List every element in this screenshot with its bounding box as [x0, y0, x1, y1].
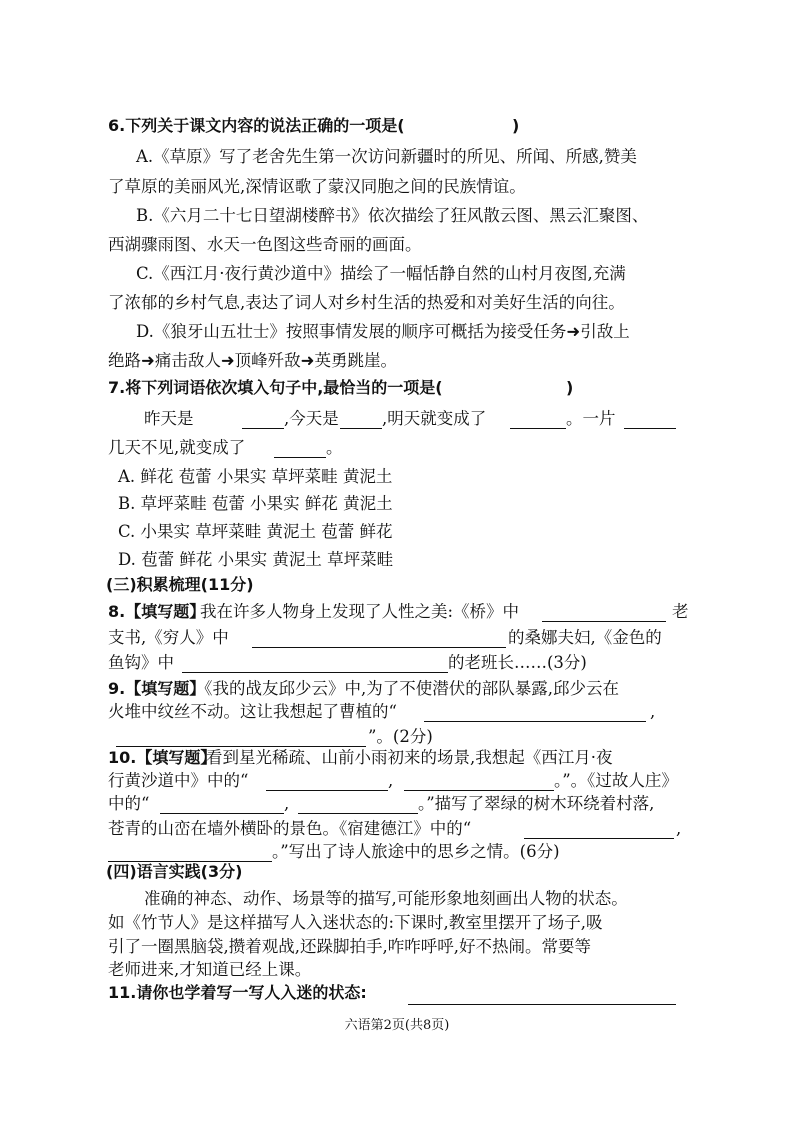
- q9-line1: 《我的战友邱少云》中,为了不使潜伏的部队暴露,邱少云在: [196, 679, 619, 698]
- q10-line5: 。”写出了诗人旅途中的思乡之情。(6分): [272, 842, 560, 861]
- q9-line2-text: 火堆中纹丝不动。这让我想起了曹植的“: [108, 702, 397, 721]
- q7-blank-5[interactable]: [274, 437, 326, 458]
- q10-line3-text: 中的“: [108, 794, 150, 813]
- q10-blank-3[interactable]: [160, 793, 284, 814]
- q7-sentence-part6: 。: [326, 438, 343, 457]
- q7-sentence-part2: ,今天是: [284, 409, 339, 428]
- q10-blank-4[interactable]: [298, 793, 418, 814]
- q7-option-c: C. 小果实 草坪菜畦 黄泥土 苞蕾 鲜花: [118, 522, 393, 541]
- q10-blank-1[interactable]: [266, 770, 388, 791]
- q6-option-b-line2: 西湖骤雨图、水天一色图这些奇丽的画面。: [108, 235, 422, 254]
- q6-option-c-line2: 了浓郁的乡村气息,表达了词人对乡村生活的热爱和对美好生活的向往。: [108, 293, 625, 312]
- q8-blank-2[interactable]: [252, 627, 506, 648]
- q10-blank-2[interactable]: [404, 770, 554, 791]
- section3-heading: (三)积累梳理(11分): [106, 575, 254, 594]
- q7-sentence-part3: ,明天就变成了: [382, 409, 487, 428]
- q6-stem-text: 6.下列关于课文内容的说法正确的一项是(: [108, 116, 405, 135]
- q10-line3-comma: ,: [284, 794, 290, 813]
- q8-tag: 8.【填写题】: [108, 602, 206, 621]
- q9-blank-1[interactable]: [424, 701, 646, 722]
- q10-line2-text: 行黄沙道中》中的“: [108, 771, 249, 790]
- q10-tag: 10.【填写题】: [108, 748, 217, 767]
- q7-blank-3[interactable]: [510, 408, 566, 429]
- q11-answer-blank[interactable]: [408, 984, 676, 1005]
- q6-option-a-line2: 了草原的美丽风光,深情讴歌了蒙汉同胞之间的民族情谊。: [108, 177, 526, 196]
- q10-line3-end: 。”描写了翠绿的树木环绕着村落,: [418, 794, 655, 813]
- q8-line2-text: 支书,《穷人》中: [108, 628, 229, 647]
- practice-line4: 老师进来,才知道已经上课。: [108, 960, 312, 979]
- q6-option-d-line1: D.《狼牙山五壮士》按照事情发展的顺序可概括为接受任务➜引敌上: [136, 322, 630, 341]
- q8-line1-text: 我在许多人物身上发现了人性之美:《桥》中: [200, 602, 520, 621]
- q6-option-d-line2: 绝路➜痛击敌人➜顶峰歼敌➜英勇跳崖。: [108, 351, 397, 370]
- q7-blank-1[interactable]: [242, 408, 284, 429]
- practice-line2: 如《竹节人》是这样描写人入迷状态的:下课时,教室里摆开了场子,吸: [108, 913, 603, 932]
- q10-line1: 看到星光稀疏、山前小雨初来的场景,我想起《西江月·夜: [206, 748, 613, 767]
- q7-blank-4[interactable]: [624, 408, 676, 429]
- q7-sentence-part5: 几天不见,就变成了: [108, 438, 246, 457]
- q10-blank-5[interactable]: [524, 818, 674, 839]
- page-footer: 六语第2页(共8页): [344, 1018, 450, 1033]
- q7-stem-text: 7.将下列词语依次填入句子中,最恰当的一项是(: [108, 378, 443, 397]
- q6-option-c-line1: C.《西江月·夜行黄沙道中》描绘了一幅恬静自然的山村月夜图,充满: [136, 264, 626, 283]
- q7-sentence-part4: 。一片: [566, 409, 616, 428]
- q10-line4-comma: ,: [676, 819, 682, 838]
- q10-line2-comma: ,: [388, 771, 394, 790]
- q8-line3-end: 的老班长……(3分): [448, 653, 587, 672]
- q6-option-a-line1: A.《草原》写了老舍先生第一次访问新疆时的所见、所闻、所感,赞美: [136, 147, 637, 166]
- q9-line2-end: ,: [650, 702, 656, 721]
- q9-line3: ”。(2分): [368, 727, 433, 746]
- q6-stem: [0, 111, 794, 141]
- q7-stem: [0, 373, 794, 403]
- q8-blank-1[interactable]: [542, 601, 666, 622]
- q7-option-d: D. 苞蕾 鲜花 小果实 黄泥土 草坪菜畦: [118, 550, 394, 569]
- q11-prompt: 11.请你也学着写一写人入迷的状态:: [108, 983, 367, 1002]
- q7-option-b: B. 草坪菜畦 苞蕾 小果实 鲜花 黄泥土: [118, 494, 393, 513]
- practice-line3: 引了一圈黑脑袋,攒着观战,还跺脚拍手,咋咋呼呼,好不热闹。常要等: [108, 937, 591, 956]
- q6-stem-close: ): [512, 116, 520, 135]
- q10-line2-end: 。”。《过故人庄》: [554, 771, 678, 790]
- q8-line3-text: 鱼钩》中: [108, 653, 174, 672]
- q8-line2-end: 的桑娜夫妇,《金色的: [508, 628, 662, 647]
- section4-heading: (四)语言实践(3分): [106, 862, 243, 881]
- practice-line1: 准确的神态、动作、场景等的描写,可能形象地刻画出人物的状态。: [144, 889, 628, 908]
- q6-option-b-line1: B.《六月二十七日望湖楼醉书》依次描绘了狂风散云图、黑云汇聚图、: [136, 206, 649, 225]
- q8-line1-end: 老: [672, 602, 689, 621]
- q7-blank-2[interactable]: [340, 408, 382, 429]
- q7-option-a: A. 鲜花 苞蕾 小果实 草坪菜畦 黄泥土: [118, 467, 393, 486]
- q7-sentence-part1: 昨天是: [144, 409, 194, 428]
- q7-stem-close: ): [566, 378, 574, 397]
- q8-blank-3[interactable]: [182, 652, 448, 673]
- q9-tag: 9.【填写题】: [108, 679, 206, 698]
- q10-line4-text: 苍青的山峦在墙外横卧的景色。《宿建德江》中的“: [108, 819, 472, 838]
